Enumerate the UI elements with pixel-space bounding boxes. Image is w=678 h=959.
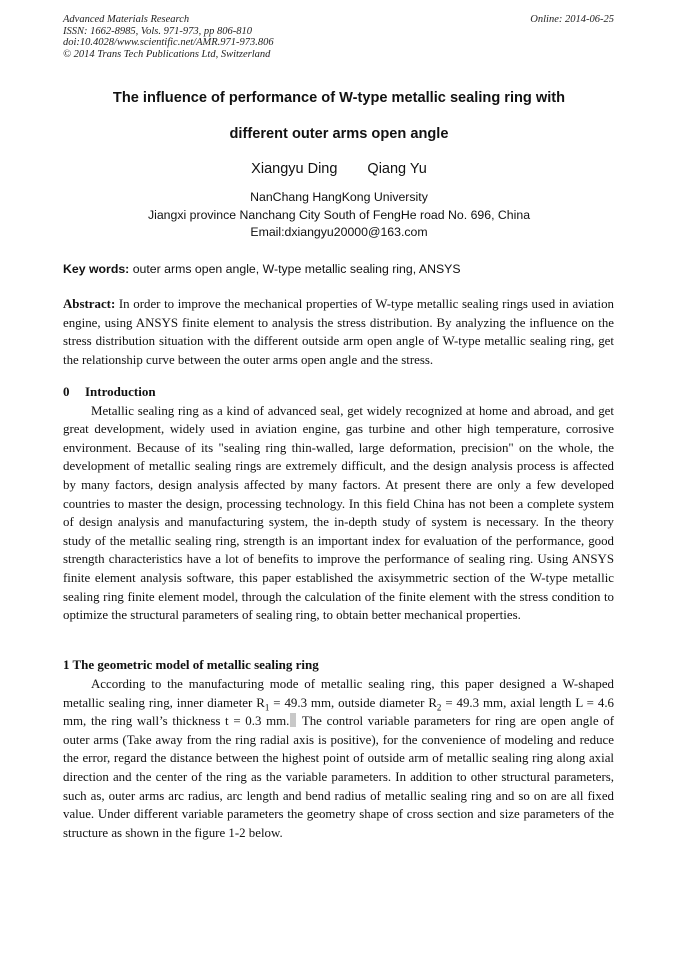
doi-line[interactable]: doi:10.4028/www.scientific.net/AMR.971-973.806 (63, 37, 274, 48)
section-heading-geometric-model: 1 The geometric model of metallic sealing ring (63, 657, 319, 672)
section-heading (63, 383, 614, 402)
abstract-label: Abstract: (63, 297, 116, 311)
section-number: 0 (63, 384, 70, 399)
online-date: Online: 2014-06-25 (530, 14, 614, 25)
paper-title-line-2: different outer arms open angle (229, 126, 449, 142)
section-geometric-model (63, 675, 614, 842)
keywords-text: outer arms open angle, W-type metallic sealing ring, ANSYS (129, 262, 461, 276)
keywords (63, 262, 615, 276)
introduction-paragraph: Metallic sealing ring as a kind of advanced seal, get widely recognized at home and abroad, and get great development, widely used in aviation engine, gas turbine and other high temperature, corrosive environment. Because of its "sealing ring thin-walled, large deformation, precision" on the whole, the development of metallic sealing rings are extremely difficult, and the design analysis process is affected by many factors, design analysis affected by many factors. At present there are only a few developed countries to master the design, processing technology. In this field China has not been a complete system of design analysis and manufacturing system, the in-depth study of system is necessary. In the theory study of the metallic sealing ring, strength is an important index for evaluation of the performance, good strength characteristics have a lot of benefits to improve the performance of sealing ring. Using ANSYS finite element analysis software, this paper established the axisymmetric section of the W-type metallic sealing ring finite element model, through the calculation of the finite element with the stress condition to optimize the structural parameters of sealing ring, to obtain better mechanical properties. (63, 403, 614, 623)
issn-line: ISSN: 1662-8985, Vols. 971-973, pp 806-810 (63, 25, 252, 37)
author-email[interactable]: Email:dxiangyu20000@163.com (250, 225, 428, 239)
journal-name: Advanced Materials Research (63, 14, 190, 25)
author-name: Qiang Yu (367, 161, 427, 177)
affiliation-university: NanChang HangKong University (250, 190, 428, 204)
copyright-line: © 2014 Trans Tech Publications Ltd, Switzerland (63, 48, 271, 60)
section-title: Introduction (85, 384, 156, 399)
affiliation-address: Jiangxi province Nanchang City South of FengHe road No. 696, China (147, 208, 531, 222)
author-list (0, 161, 678, 177)
keywords-label: Key words: (63, 262, 130, 276)
abstract-text: In order to improve the mechanical properties of W-type metallic sealing rings used in aviation engine, using ANSYS finite element to analysis the stress distribution. By analyzing the influence on the stress distribution situation with the different outside arm open angle of W-type metallic sealing ring, get the relationship curve between the outer arms open angle and the stress. (63, 297, 614, 367)
geometric-model-paragraph: According to the manufacturing mode of metallic sealing ring, this paper designed a W-shaped metallic sealing ring, inner diameter $R_1 = 49.3$ mm, outside diameter $R_2 = 49.3$ mm, axial length L = 4.6 mm, the ring wall’s thickness t = 0.3 mm. The control variable parameters for ring are open angle of outer arms (Take away from the ring radial axis is positive), for the convenience of modeling and reduce the error, regard the distance between the highest point of outside arm of metallic sealing ring along axial direction and the center of the ring as the variable parameters. In addition to other structural parameters, such as, outer arms arc radius, arc length and bend radius of metallic sealing ring and so on are all fixed value. Under different variable parameters the geometry shape of cross section and size parameters of the structure as shown in the figure 1-2 below. (63, 677, 614, 840)
abstract (63, 295, 614, 369)
section-introduction (63, 383, 614, 625)
paper-title-line-1: The influence of performance of W-type metallic sealing ring with (112, 90, 566, 106)
text-cursor-mark (290, 713, 296, 727)
journal-header (63, 14, 274, 60)
author-name: Xiangyu Ding (251, 161, 338, 177)
